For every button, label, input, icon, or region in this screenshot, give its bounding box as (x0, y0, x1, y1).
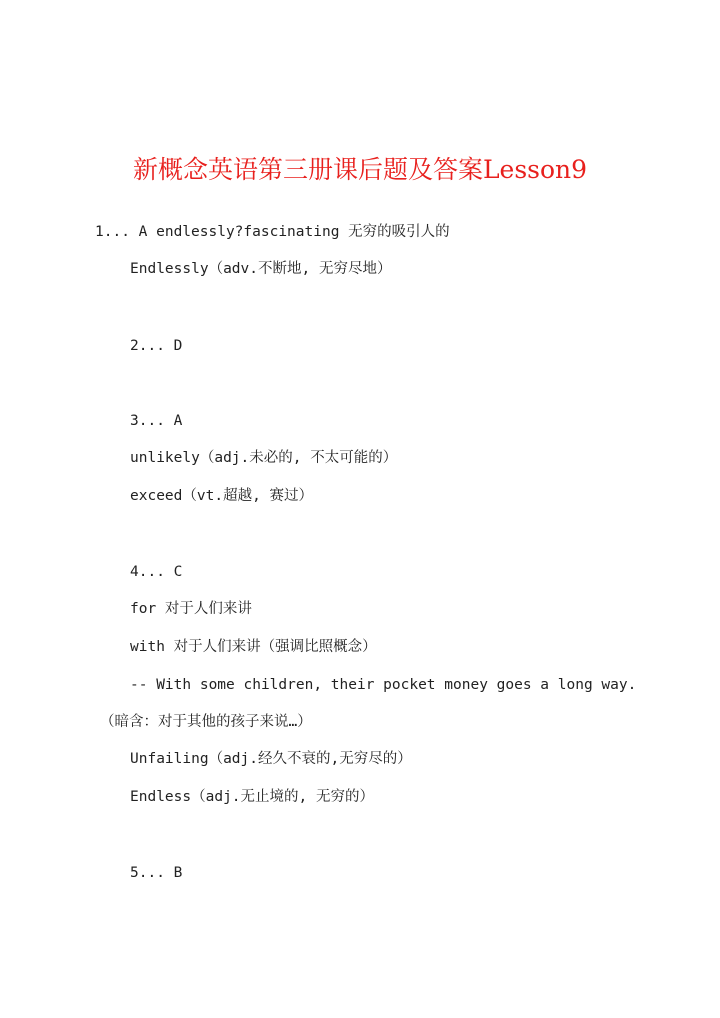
document-title: 新概念英语第三册课后题及答案Lesson9 (132, 155, 588, 184)
example-implication: （暗含：对于其他的孩子来说…） (100, 714, 312, 730)
note-endless: Endless（adj.无止境的, 无穷的） (130, 789, 374, 805)
note-unlikely: unlikely（adj.未必的, 不太可能的） (130, 450, 398, 466)
answer-2: 2... D (130, 338, 183, 354)
note-exceed: exceed（vt.超越, 赛过） (130, 488, 314, 504)
answer-1: 1... A endlessly?fascinating 无穷的吸引人的 (95, 224, 450, 240)
answer-4: 4... C (130, 564, 183, 580)
note-unfailing: Unfailing（adj.经久不衰的,无穷尽的） (130, 751, 412, 767)
note-with: with 对于人们来讲（强调比照概念） (130, 639, 377, 655)
example-sentence: -- With some children, their pocket money goes a long way. (130, 677, 637, 693)
note-endlessly: Endlessly（adv.不断地, 无穷尽地） (130, 261, 392, 277)
note-for: for 对于人们来讲 (130, 601, 252, 617)
answer-3: 3... A (130, 413, 183, 429)
answer-5: 5... B (130, 865, 183, 881)
